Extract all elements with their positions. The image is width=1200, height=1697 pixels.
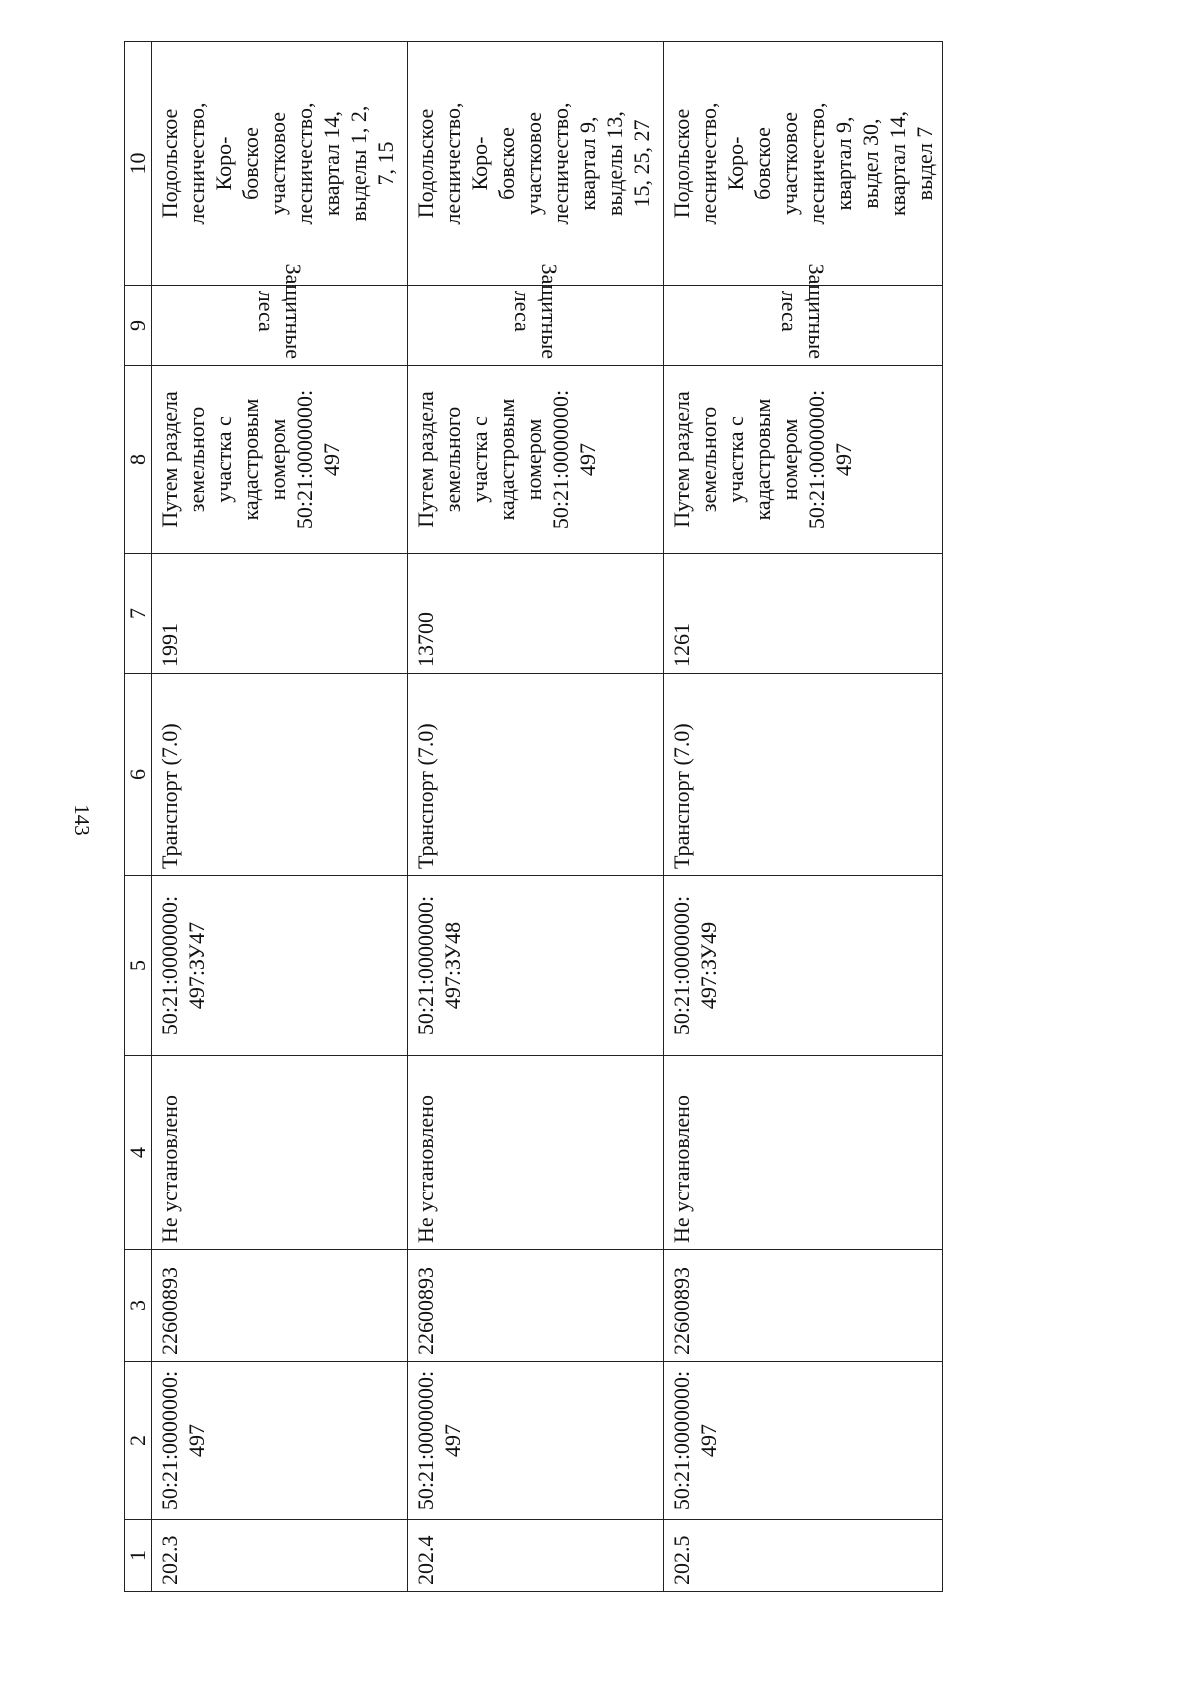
column-header: 7: [125, 554, 152, 674]
formation-method-cell: Путем раздела земельного участка с кадастровым номером 50:21:0000000: 497: [152, 366, 408, 554]
row-number-cell: 202.4: [408, 1520, 664, 1592]
column-header: 3: [125, 1250, 152, 1362]
forestry-location-cell: Подольское лесничество, Коро- бовское участковое лесничество, квартал 9, выделы 13, 15, 25, 27: [408, 42, 664, 286]
new-plot-number-cell: 50:21:0000000: 497:ЗУ48: [408, 876, 664, 1056]
new-plot-number-cell: 50:21:0000000: 497:ЗУ47: [152, 876, 408, 1056]
forestry-location-cell: Подольское лесничество, Коро- бовское участковое лесничество, квартал 14, выделы 1, 2, 7, 15: [152, 42, 408, 286]
forest-category-label: Защитные леса: [509, 263, 562, 359]
area-cell: 13700: [408, 554, 664, 674]
source-cadastral-number-cell: 50:21:0000000: 497: [152, 1362, 408, 1520]
forest-category-cell: [408, 263, 664, 366]
source-cadastral-number-cell: 50:21:0000000: 497: [408, 1362, 664, 1520]
column-header: 5: [125, 876, 152, 1056]
forest-category-label: Защитные леса: [253, 263, 306, 359]
row-number-cell: 202.5: [664, 1520, 943, 1592]
forest-category-cell: [664, 263, 943, 366]
new-plot-number-cell: 50:21:0000000: 497:ЗУ49: [664, 876, 943, 1056]
status-cell: Не установлено: [664, 1056, 943, 1250]
column-header: 8: [125, 366, 152, 554]
land-use-cell: Транспорт (7.0): [408, 674, 664, 876]
source-cadastral-number-cell: 50:21:0000000: 497: [664, 1362, 943, 1520]
forestry-location-cell: Подольское лесничество, Коро- бовское участковое лесничество, квартал 9, выдел 30, квартал 14, выдел 7: [664, 42, 943, 286]
forest-category-cell: [152, 263, 408, 366]
code-cell: 22600893: [152, 1250, 408, 1362]
header-row: [125, 42, 152, 1592]
land-plot-table: [124, 42, 940, 1592]
column-header: 6: [125, 674, 152, 876]
column-header: 1: [125, 1520, 152, 1592]
column-header: 4: [125, 1056, 152, 1250]
status-cell: Не установлено: [408, 1056, 664, 1250]
area-cell: 1991: [152, 554, 408, 674]
land-use-cell: Транспорт (7.0): [152, 674, 408, 876]
column-header: 2: [125, 1362, 152, 1520]
status-cell: Не установлено: [152, 1056, 408, 1250]
land-use-cell: Транспорт (7.0): [664, 674, 943, 876]
area-cell: 1261: [664, 554, 943, 674]
code-cell: 22600893: [664, 1250, 943, 1362]
row-number-cell: 202.3: [152, 1520, 408, 1592]
column-header: 10: [125, 42, 152, 286]
table-row: [408, 42, 664, 1592]
formation-method-cell: Путем раздела земельного участка с кадастровым номером 50:21:0000000: 497: [664, 366, 943, 554]
page-number: 143: [70, 804, 94, 836]
table: [124, 41, 943, 1592]
code-cell: 22600893: [408, 1250, 664, 1362]
formation-method-cell: Путем раздела земельного участка с кадастровым номером 50:21:0000000: 497: [408, 366, 664, 554]
forest-category-label: Защитные леса: [777, 263, 829, 359]
column-header: 9: [125, 286, 152, 366]
table-row: [664, 42, 943, 1592]
table-row: [152, 42, 408, 1592]
